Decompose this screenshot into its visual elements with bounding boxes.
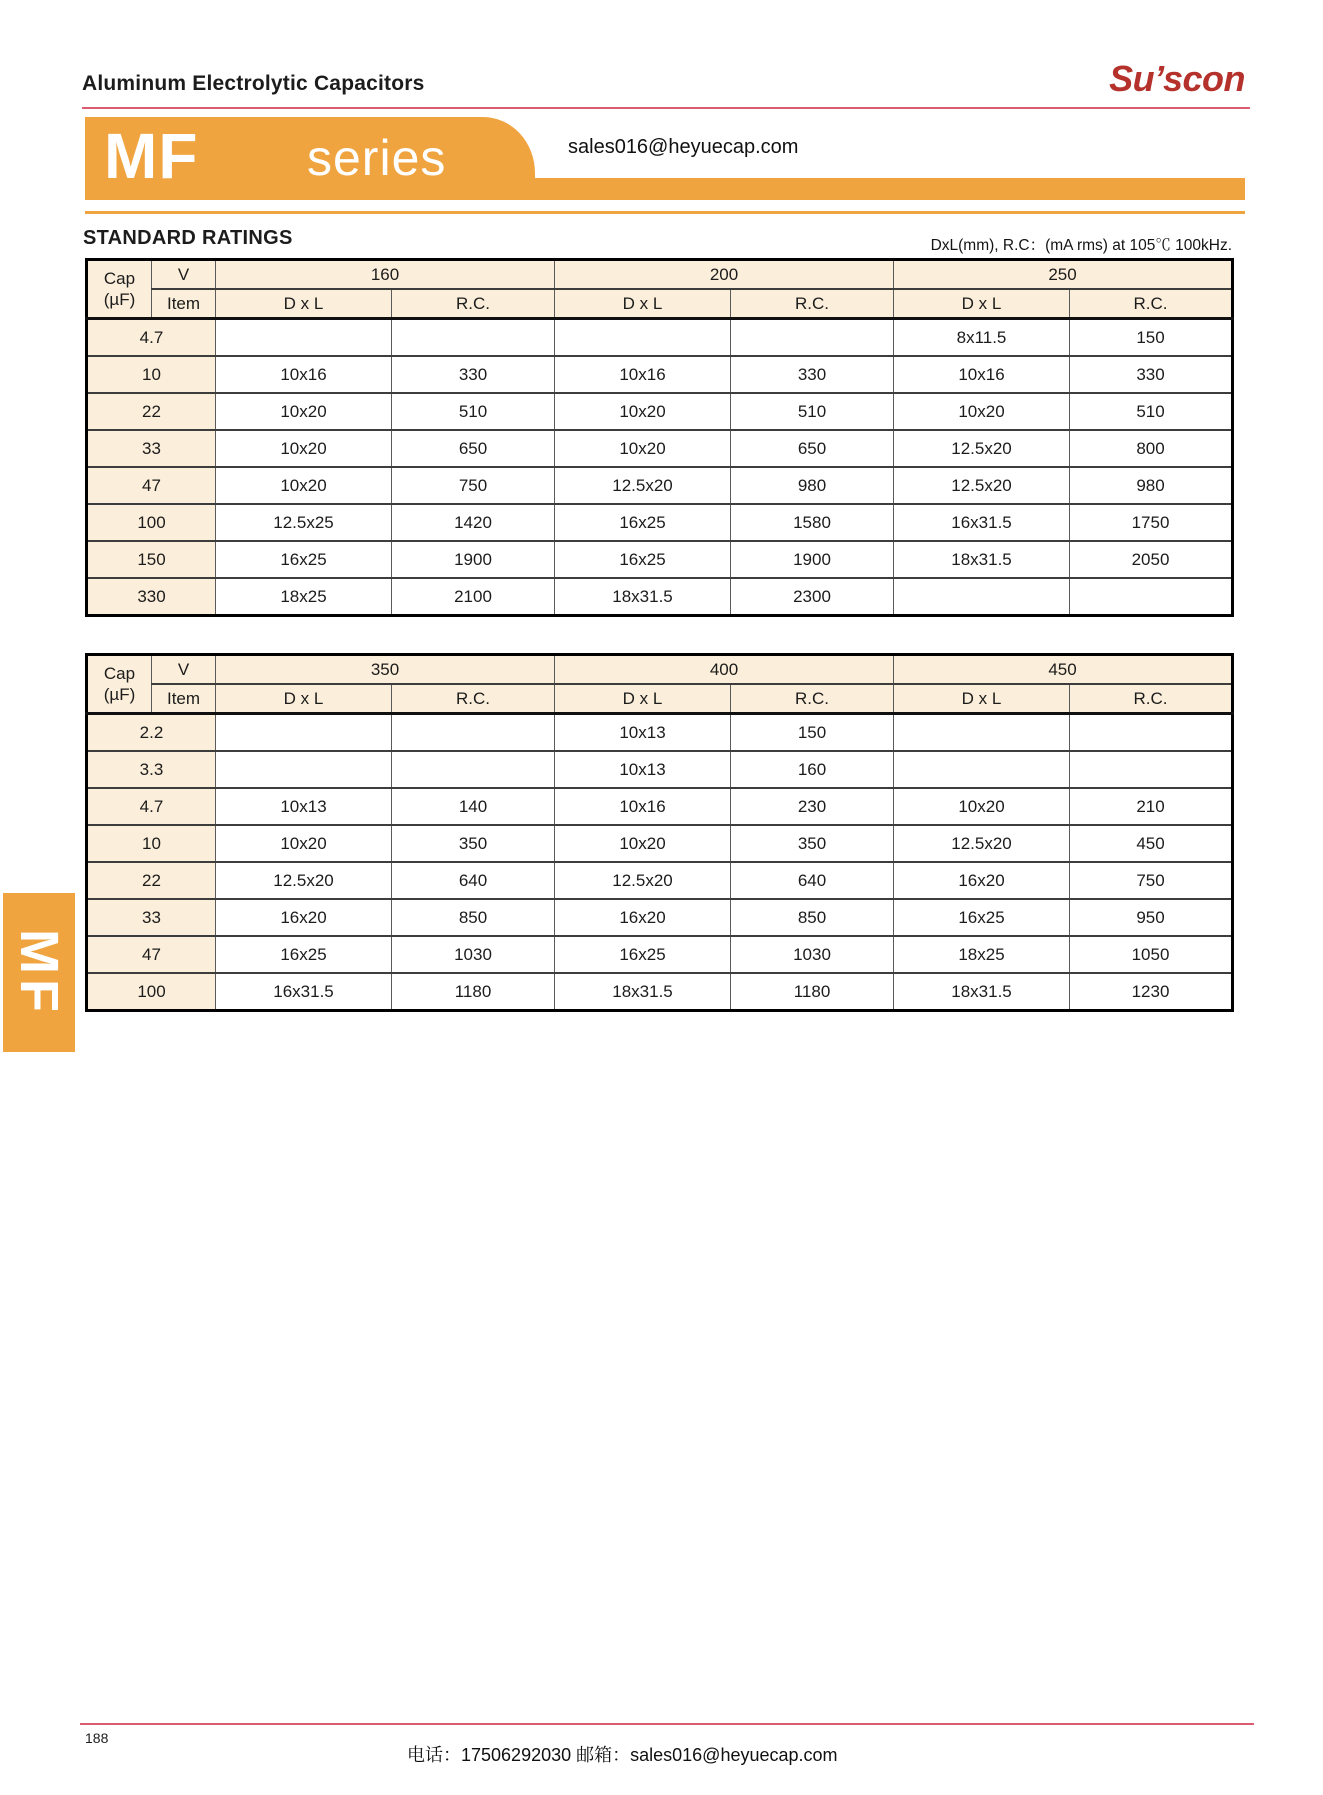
dxl-value-cell: 10x13 bbox=[555, 714, 731, 752]
rc-value-cell: 510 bbox=[392, 393, 555, 430]
dxl-value-cell bbox=[216, 751, 392, 788]
table-row bbox=[87, 430, 1233, 467]
dxl-value-cell: 18x25 bbox=[216, 578, 392, 616]
dxl-value-cell: 10x20 bbox=[894, 788, 1070, 825]
rc-value-cell: 350 bbox=[392, 825, 555, 862]
dxl-value-cell: 10x16 bbox=[216, 356, 392, 393]
cap-value-cell: 2.2 bbox=[87, 714, 216, 752]
rc-value-cell: 850 bbox=[392, 899, 555, 936]
rc-header-cell: R.C. bbox=[731, 684, 894, 714]
rc-value-cell: 2050 bbox=[1070, 541, 1233, 578]
rc-value-cell: 510 bbox=[1070, 393, 1233, 430]
rc-value-cell: 1050 bbox=[1070, 936, 1233, 973]
cap-uf-header-cell: Cap (µF) bbox=[87, 260, 152, 319]
dxl-header-cell: D x L bbox=[555, 289, 731, 319]
dxl-value-cell: 18x31.5 bbox=[894, 973, 1070, 1011]
header-row-items bbox=[87, 289, 1233, 319]
table-row bbox=[87, 825, 1233, 862]
table-row bbox=[87, 714, 1233, 752]
rc-value-cell: 1580 bbox=[731, 504, 894, 541]
rc-header-cell: R.C. bbox=[1070, 684, 1233, 714]
cap-value-cell: 330 bbox=[87, 578, 216, 616]
rc-value-cell: 640 bbox=[731, 862, 894, 899]
rc-value-cell: 1030 bbox=[392, 936, 555, 973]
dxl-value-cell: 12.5x20 bbox=[894, 825, 1070, 862]
dxl-value-cell: 10x20 bbox=[216, 825, 392, 862]
cap-value-cell: 33 bbox=[87, 430, 216, 467]
dxl-value-cell: 10x20 bbox=[555, 825, 731, 862]
voltage-header-cell: 250 bbox=[894, 260, 1233, 290]
banner-divider bbox=[85, 211, 1245, 214]
rc-value-cell: 1180 bbox=[731, 973, 894, 1011]
dxl-value-cell: 10x20 bbox=[555, 393, 731, 430]
dxl-value-cell: 10x13 bbox=[216, 788, 392, 825]
header-row-voltages bbox=[87, 655, 1233, 685]
rc-value-cell: 2300 bbox=[731, 578, 894, 616]
rc-value-cell: 1180 bbox=[392, 973, 555, 1011]
item-header-cell: Item bbox=[152, 684, 216, 714]
cap-value-cell: 4.7 bbox=[87, 319, 216, 357]
table-row bbox=[87, 504, 1233, 541]
rc-value-cell: 1750 bbox=[1070, 504, 1233, 541]
cap-value-cell: 4.7 bbox=[87, 788, 216, 825]
rc-value-cell: 140 bbox=[392, 788, 555, 825]
dxl-value-cell: 16x25 bbox=[555, 504, 731, 541]
rc-value-cell: 350 bbox=[731, 825, 894, 862]
rc-value-cell: 330 bbox=[392, 356, 555, 393]
dxl-value-cell: 16x20 bbox=[555, 899, 731, 936]
rc-header-cell: R.C. bbox=[392, 684, 555, 714]
rc-header-cell: R.C. bbox=[392, 289, 555, 319]
banner-bar bbox=[500, 178, 1245, 200]
dxl-header-cell: D x L bbox=[894, 289, 1070, 319]
rc-value-cell: 150 bbox=[731, 714, 894, 752]
footer-divider bbox=[80, 1723, 1254, 1725]
dxl-value-cell: 12.5x25 bbox=[216, 504, 392, 541]
rc-value-cell bbox=[1070, 714, 1233, 752]
dxl-value-cell bbox=[216, 319, 392, 357]
dxl-value-cell: 12.5x20 bbox=[894, 430, 1070, 467]
dxl-value-cell: 16x25 bbox=[216, 541, 392, 578]
rc-value-cell: 150 bbox=[1070, 319, 1233, 357]
rc-value-cell: 750 bbox=[1070, 862, 1233, 899]
table-row bbox=[87, 578, 1233, 616]
cap-value-cell: 22 bbox=[87, 862, 216, 899]
table-row bbox=[87, 356, 1233, 393]
page-number: 188 bbox=[85, 1730, 109, 1746]
dxl-value-cell: 16x20 bbox=[216, 899, 392, 936]
rc-value-cell: 2100 bbox=[392, 578, 555, 616]
dxl-header-cell: D x L bbox=[216, 289, 392, 319]
dxl-value-cell bbox=[894, 578, 1070, 616]
rc-value-cell: 950 bbox=[1070, 899, 1233, 936]
dxl-value-cell: 10x20 bbox=[894, 393, 1070, 430]
cap-value-cell: 33 bbox=[87, 899, 216, 936]
table-row bbox=[87, 541, 1233, 578]
dxl-value-cell: 10x20 bbox=[216, 430, 392, 467]
dxl-value-cell bbox=[216, 714, 392, 752]
banner-email: sales016@heyuecap.com bbox=[568, 136, 799, 158]
table-row bbox=[87, 788, 1233, 825]
dxl-value-cell: 16x31.5 bbox=[894, 504, 1070, 541]
cap-value-cell: 100 bbox=[87, 504, 216, 541]
rc-value-cell: 750 bbox=[392, 467, 555, 504]
rc-value-cell: 1030 bbox=[731, 936, 894, 973]
dxl-value-cell: 10x20 bbox=[216, 393, 392, 430]
voltage-header-cell: 200 bbox=[555, 260, 894, 290]
voltage-header-cell: 350 bbox=[216, 655, 555, 685]
rc-value-cell: 510 bbox=[731, 393, 894, 430]
dxl-value-cell: 12.5x20 bbox=[555, 467, 731, 504]
ratings-table bbox=[85, 258, 1234, 617]
dxl-value-cell: 10x20 bbox=[555, 430, 731, 467]
dxl-value-cell bbox=[894, 751, 1070, 788]
cap-uf-header-cell: Cap (µF) bbox=[87, 655, 152, 714]
dxl-value-cell: 16x25 bbox=[894, 899, 1070, 936]
dxl-value-cell: 12.5x20 bbox=[555, 862, 731, 899]
item-header-cell: Item bbox=[152, 289, 216, 319]
voltage-header-cell: 450 bbox=[894, 655, 1233, 685]
series-label: series bbox=[307, 129, 447, 186]
dxl-value-cell: 8x11.5 bbox=[894, 319, 1070, 357]
dxl-value-cell: 10x13 bbox=[555, 751, 731, 788]
dxl-header-cell: D x L bbox=[216, 684, 392, 714]
dxl-value-cell: 16x25 bbox=[216, 936, 392, 973]
series-code: MF bbox=[104, 119, 199, 192]
table-row bbox=[87, 862, 1233, 899]
rc-value-cell: 800 bbox=[1070, 430, 1233, 467]
side-tab-label: MF bbox=[9, 928, 69, 1017]
rc-value-cell bbox=[1070, 751, 1233, 788]
dxl-value-cell: 10x20 bbox=[216, 467, 392, 504]
table-row bbox=[87, 393, 1233, 430]
dxl-value-cell bbox=[555, 319, 731, 357]
dxl-value-cell: 18x31.5 bbox=[894, 541, 1070, 578]
rc-header-cell: R.C. bbox=[731, 289, 894, 319]
rc-value-cell: 650 bbox=[731, 430, 894, 467]
header-divider bbox=[82, 107, 1250, 109]
brand-logo: Su’scon bbox=[1109, 58, 1245, 99]
cap-value-cell: 47 bbox=[87, 467, 216, 504]
rc-value-cell: 650 bbox=[392, 430, 555, 467]
rc-value-cell bbox=[1070, 578, 1233, 616]
dxl-value-cell: 18x31.5 bbox=[555, 578, 731, 616]
v-header-cell: V bbox=[152, 260, 216, 290]
rc-value-cell: 980 bbox=[1070, 467, 1233, 504]
cap-value-cell: 100 bbox=[87, 973, 216, 1011]
rc-value-cell: 210 bbox=[1070, 788, 1233, 825]
dxl-value-cell: 12.5x20 bbox=[216, 862, 392, 899]
dxl-value-cell: 18x31.5 bbox=[555, 973, 731, 1011]
rc-value-cell: 450 bbox=[1070, 825, 1233, 862]
cap-value-cell: 47 bbox=[87, 936, 216, 973]
table-row bbox=[87, 973, 1233, 1011]
page-title: Aluminum Electrolytic Capacitors bbox=[82, 72, 425, 95]
rc-value-cell bbox=[392, 714, 555, 752]
rc-value-cell: 1420 bbox=[392, 504, 555, 541]
footer-contact: 电话：17506292030 邮箱：sales016@heyuecap.com bbox=[407, 1745, 838, 1765]
table-row bbox=[87, 319, 1233, 357]
table-row bbox=[87, 751, 1233, 788]
rc-value-cell: 330 bbox=[731, 356, 894, 393]
rc-value-cell: 980 bbox=[731, 467, 894, 504]
dxl-value-cell bbox=[894, 714, 1070, 752]
v-header-cell: V bbox=[152, 655, 216, 685]
rc-value-cell bbox=[392, 751, 555, 788]
rc-value-cell: 640 bbox=[392, 862, 555, 899]
rc-value-cell: 330 bbox=[1070, 356, 1233, 393]
dxl-value-cell: 12.5x20 bbox=[894, 467, 1070, 504]
table-row bbox=[87, 899, 1233, 936]
ratings-table-160-250 bbox=[85, 258, 1234, 617]
table-row bbox=[87, 467, 1233, 504]
rc-value-cell: 1900 bbox=[392, 541, 555, 578]
cap-value-cell: 22 bbox=[87, 393, 216, 430]
dxl-value-cell: 18x25 bbox=[894, 936, 1070, 973]
rc-value-cell: 1900 bbox=[731, 541, 894, 578]
cap-value-cell: 150 bbox=[87, 541, 216, 578]
series-side-tab bbox=[3, 893, 75, 1052]
cap-value-cell: 10 bbox=[87, 356, 216, 393]
rc-value-cell: 1230 bbox=[1070, 973, 1233, 1011]
voltage-header-cell: 160 bbox=[216, 260, 555, 290]
rc-value-cell: 850 bbox=[731, 899, 894, 936]
rc-value-cell bbox=[731, 319, 894, 357]
rc-value-cell: 160 bbox=[731, 751, 894, 788]
ratings-table bbox=[85, 653, 1234, 1012]
dxl-header-cell: D x L bbox=[894, 684, 1070, 714]
table-row bbox=[87, 936, 1233, 973]
rc-value-cell: 230 bbox=[731, 788, 894, 825]
dxl-value-cell: 10x16 bbox=[555, 356, 731, 393]
rc-header-cell: R.C. bbox=[1070, 289, 1233, 319]
ratings-table-350-450 bbox=[85, 653, 1234, 1012]
dxl-value-cell: 16x25 bbox=[555, 541, 731, 578]
dxl-value-cell: 10x16 bbox=[555, 788, 731, 825]
section-heading: STANDARD RATINGS bbox=[83, 227, 293, 249]
cap-value-cell: 10 bbox=[87, 825, 216, 862]
section-caption: DxL(mm), R.C：(mA rms) at 105℃ 100kHz. bbox=[930, 237, 1232, 254]
header-row-items bbox=[87, 684, 1233, 714]
voltage-header-cell: 400 bbox=[555, 655, 894, 685]
dxl-value-cell: 16x31.5 bbox=[216, 973, 392, 1011]
cap-value-cell: 3.3 bbox=[87, 751, 216, 788]
dxl-value-cell: 16x20 bbox=[894, 862, 1070, 899]
dxl-value-cell: 10x16 bbox=[894, 356, 1070, 393]
dxl-value-cell: 16x25 bbox=[555, 936, 731, 973]
dxl-header-cell: D x L bbox=[555, 684, 731, 714]
series-banner bbox=[85, 117, 535, 200]
header-row-voltages bbox=[87, 260, 1233, 290]
rc-value-cell bbox=[392, 319, 555, 357]
